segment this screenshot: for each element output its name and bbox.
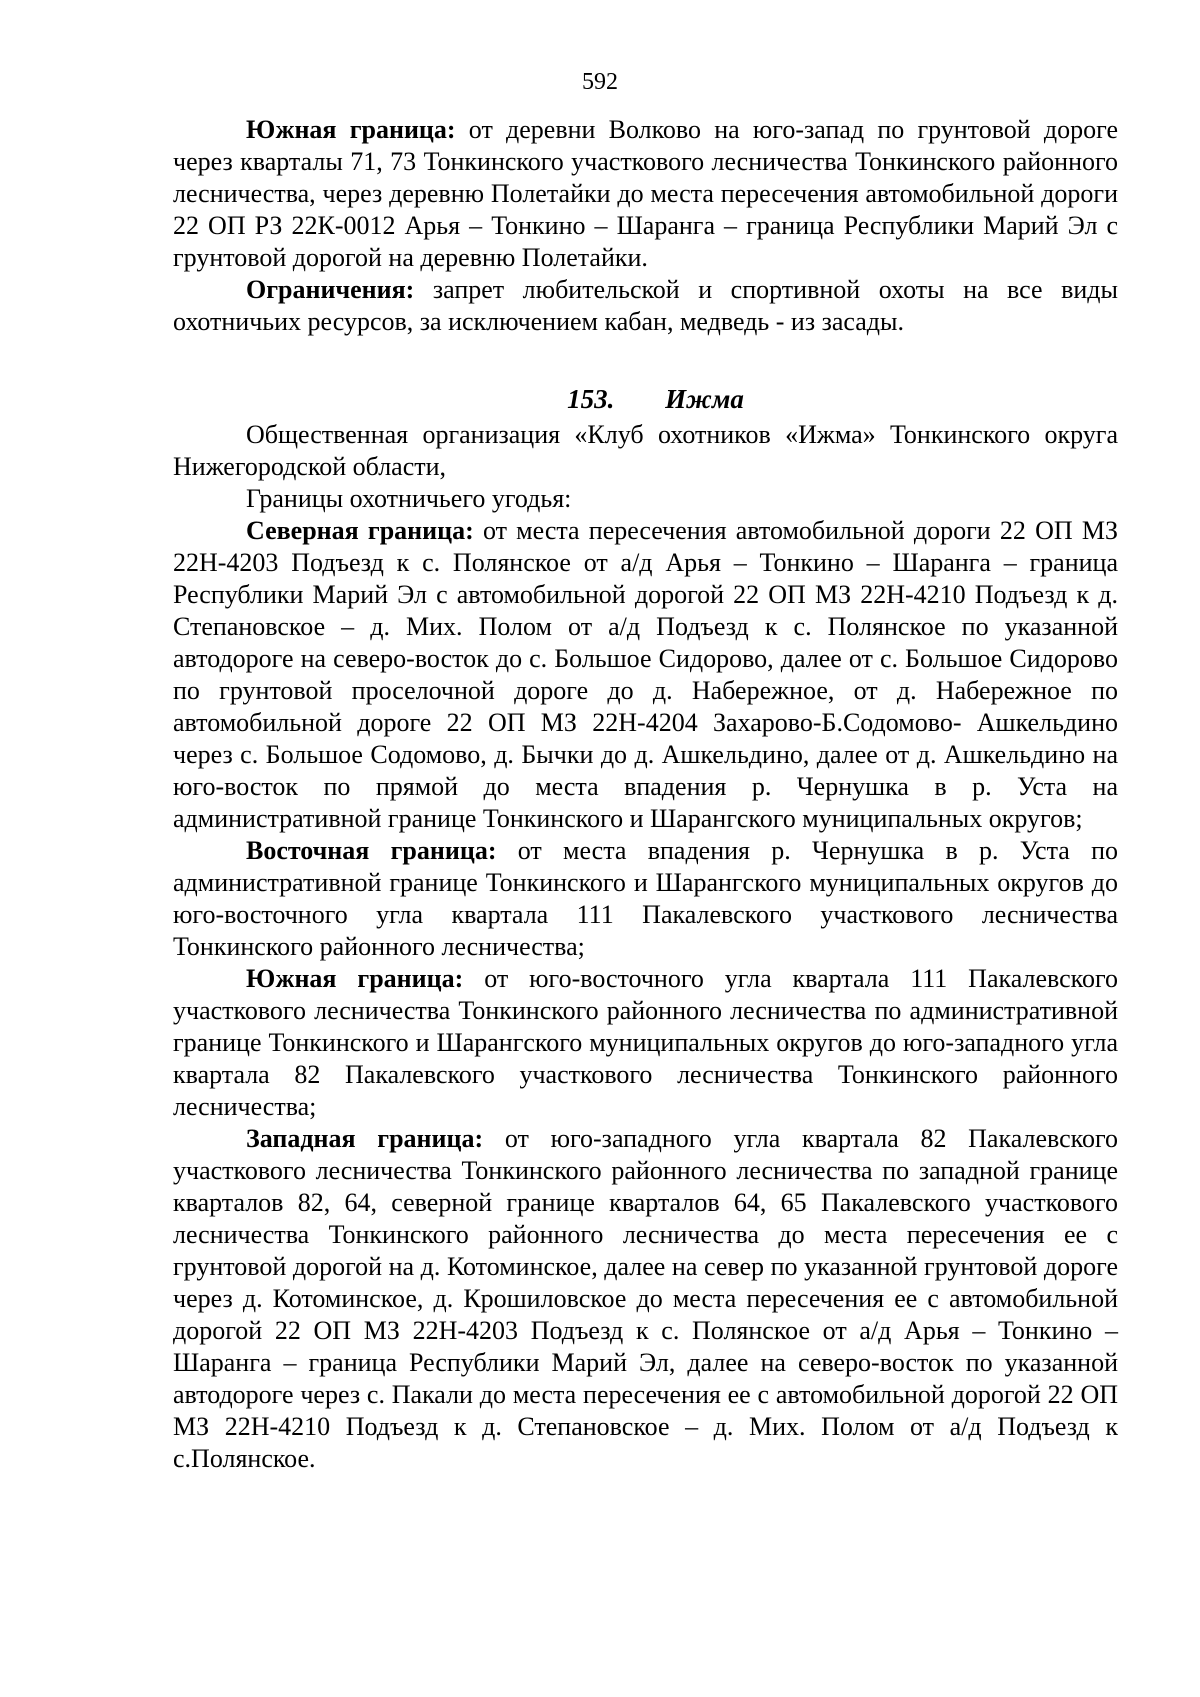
north-border-paragraph	[173, 515, 1118, 835]
south-border-label: Южная граница:	[246, 115, 456, 144]
south-border-text: от деревни Волково на юго-запад по грунтовой дороге через кварталы 71, 73 Тонкинского участкового лесничества Тонкинского районного лесничества, через деревню Полетайки до места пересечения автомобильной дороги 22 ОП РЗ 22К-0012 Арья – Тонкино – Шаранга – граница Республики Марий Эл с грунтовой дорогой на деревню Полетайки.	[173, 115, 1119, 272]
east-border-text: от места впадения р. Чернушка в р. Уста по административной границе Тонкинского и Шарангского муниципальных округов до юго-восточного угла квартала 111 Пакалевского участкового лесничества Тонкинского районного лесничества;	[173, 836, 1118, 961]
east-border-paragraph	[173, 835, 1118, 963]
north-border-text: от места пересечения автомобильной дороги 22 ОП МЗ 22Н-4203 Подъезд к с. Полянское от а/д Арья – Тонкино – Шаранга – граница Республики Марий Эл с автомобильной дорогой 22 ОП МЗ 22Н-4210 Подъезд к д. Степановское – д. Мих. Полом от а/д Подъезд к с. Полянское по указанной автодороге на северо-восток до с. Большое Сидорово, далее от с. Большое Сидорово по грунтовой проселочной дороге до д. Набережное, от д. Набережное по автомобильной дороге 22 ОП МЗ 22Н-4204 Захарово-Б.Содомово- Ашкельдино через с. Большое Содомово, д. Бычки до д. Ашкельдино, далее от д. Ашкельдино на юго-восток по прямой до места впадения р. Чернушка в р. Уста на административной границе Тонкинского и Шарангского муниципальных округов;	[173, 516, 1118, 833]
page-number: 592	[582, 69, 618, 95]
organization-paragraph: Общественная организация «Клуб охотников «Ижма» Тонкинского округа Нижегородской области,	[173, 420, 1118, 481]
west-border-paragraph	[173, 1123, 1118, 1475]
section-title: Ижма	[665, 384, 744, 414]
north-border-label: Северная граница:	[246, 516, 474, 545]
west-border-label: Западная граница:	[246, 1124, 484, 1153]
west-border-text: от юго-западного угла квартала 82 Пакалевского участкового лесничества Тонкинского районного лесничества по западной границе кварталов 82, 64, северной границе кварталов 64, 65 Пакалевского участкового лесничества Тонкинского районного лесничества до места пересечения ее с грунтовой дорогой на д. Котоминское, далее на север по указанной грунтовой дороге через д. Котоминское, д. Крошиловское до места пересечения ее с автомобильной дорогой 22 ОП МЗ 22Н-4203 Подъезд к с. Полянское от а/д Арья – Тонкино – Шаранга – граница Республики Марий Эл, далее на северо-восток по указанной автодороге через с. Пакали до места пересечения ее с автомобильной дорогой 22 ОП МЗ 22Н-4210 Подъезд к д. Степановское – д. Мих. Полом от а/д Подъезд к с.Полянское.	[173, 1124, 1118, 1473]
section-heading	[173, 383, 1118, 415]
section-south-border-paragraph	[173, 963, 1118, 1123]
restrictions-label: Ограничения:	[246, 275, 415, 304]
document-body	[173, 114, 1118, 1475]
restrictions-text: запрет любительской и спортивной охоты на все виды охотничьих ресурсов, за исключением кабан, медведь - из засады.	[173, 275, 1118, 336]
section-south-border-text: от юго-восточного угла квартала 111 Пакалевского участкового лесничества Тонкинского районного лесничества по административной границе Тонкинского и Шарангского муниципальных округов до юго-западного угла квартала 82 Пакалевского участкового лесничества Тонкинского районного лесничества;	[173, 964, 1119, 1121]
section-number: 153.	[567, 384, 615, 414]
borders-intro: Границы охотничьего угодья:	[246, 484, 572, 513]
section-south-border-label: Южная граница:	[246, 964, 464, 993]
south-border-paragraph	[173, 114, 1118, 274]
restrictions-paragraph	[173, 274, 1118, 338]
east-border-label: Восточная граница:	[246, 836, 497, 865]
